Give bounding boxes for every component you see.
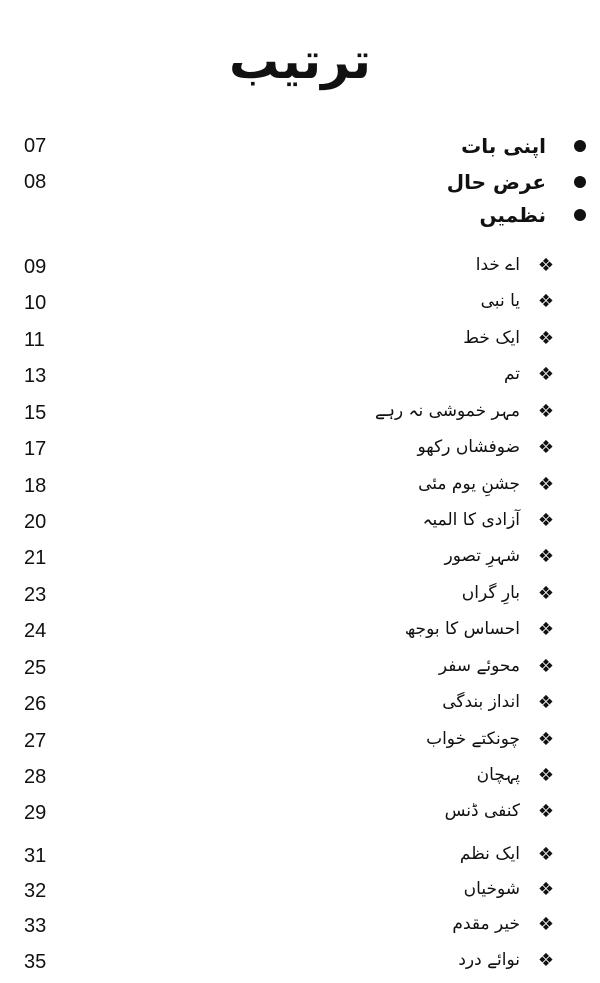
section-label: اپنی بات [461, 134, 546, 158]
poem-title: شوخیاں [463, 879, 520, 899]
poem-page-number: 35 [24, 951, 47, 973]
toc-poem-row [0, 543, 600, 579]
poem-page-number: 25 [24, 657, 47, 679]
poem-page-number: 27 [24, 730, 47, 752]
poem-page-number: 20 [24, 511, 47, 533]
section-label: عرض حال [446, 170, 546, 194]
toc-section-row [0, 131, 600, 167]
poem-title: جشنِ یوم مئی [418, 474, 520, 494]
poem-title: آزادی کا المیہ [422, 510, 520, 530]
poem-page-number: 18 [24, 475, 47, 497]
poem-title: یا نبی [480, 291, 520, 311]
four-diamond-icon: ❖ [537, 844, 554, 865]
poem-title: چونکتے خواب [426, 729, 520, 749]
poem-title: خیر مقدم [452, 914, 520, 934]
toc-poem-row [0, 434, 600, 470]
filled-circle-icon [574, 209, 586, 221]
four-diamond-icon: ❖ [537, 729, 554, 750]
four-diamond-icon: ❖ [537, 291, 554, 312]
four-diamond-icon: ❖ [537, 437, 554, 458]
four-diamond-icon: ❖ [537, 879, 554, 900]
poem-page-number: 15 [24, 402, 47, 424]
poem-title: ضوفشاں رکھو [417, 437, 520, 457]
toc-poem-row [0, 616, 600, 652]
section-label: نظمیں [479, 203, 546, 227]
four-diamond-icon: ❖ [537, 255, 554, 276]
poem-page-number: 11 [24, 329, 45, 351]
poem-page-number: 21 [24, 547, 47, 569]
toc-section-row [0, 200, 600, 236]
page-title: ترتیب [229, 32, 371, 90]
poem-page-number: 13 [24, 365, 47, 387]
poem-title: پہچان [476, 765, 520, 785]
poem-title: شہرِ تصور [444, 546, 520, 566]
four-diamond-icon: ❖ [537, 619, 554, 640]
four-diamond-icon: ❖ [537, 950, 554, 971]
toc-poem-row [0, 398, 600, 434]
toc-poem-row [0, 726, 600, 762]
poem-title: اے خدا [475, 255, 520, 275]
four-diamond-icon: ❖ [537, 583, 554, 604]
poem-title: تم [503, 364, 520, 384]
toc-poem-row [0, 762, 600, 798]
poem-page-number: 28 [24, 766, 47, 788]
section-page-number: 07 [24, 135, 47, 157]
poem-title: ایک خط [463, 328, 520, 348]
toc-poem-row [0, 911, 600, 947]
four-diamond-icon: ❖ [537, 914, 554, 935]
poem-title: ایک نظم [459, 844, 520, 864]
poem-title: نوائے درد [458, 950, 520, 970]
four-diamond-icon: ❖ [537, 656, 554, 677]
four-diamond-icon: ❖ [537, 801, 554, 822]
poem-page-number: 31 [24, 845, 47, 867]
filled-circle-icon [574, 176, 586, 188]
toc-poem-row [0, 653, 600, 689]
toc-poem-row [0, 947, 600, 983]
poem-title: مہر خموشی نہ رہے [374, 401, 520, 421]
four-diamond-icon: ❖ [537, 692, 554, 713]
toc-poem-row [0, 325, 600, 361]
poem-title: احساس کا بوجھ [404, 619, 520, 639]
poem-title: انداز بندگی [442, 692, 520, 712]
poem-title: محوئے سفر [438, 656, 520, 676]
poem-page-number: 26 [24, 693, 47, 715]
four-diamond-icon: ❖ [537, 546, 554, 567]
poem-page-number: 10 [24, 292, 47, 314]
poem-page-number: 32 [24, 880, 47, 902]
toc-poem-row [0, 689, 600, 725]
poem-page-number: 33 [24, 915, 47, 937]
toc-poem-row [0, 361, 600, 397]
toc-poem-row [0, 507, 600, 543]
four-diamond-icon: ❖ [537, 364, 554, 385]
toc-poem-row [0, 798, 600, 834]
poem-page-number: 23 [24, 584, 47, 606]
toc-poem-row [0, 471, 600, 507]
toc-poem-row [0, 288, 600, 324]
poem-title: بارِ گراں [461, 583, 520, 603]
poem-page-number: 24 [24, 620, 47, 642]
filled-circle-icon [574, 140, 586, 152]
toc-poem-row [0, 252, 600, 288]
poem-page-number: 09 [24, 256, 47, 278]
four-diamond-icon: ❖ [537, 765, 554, 786]
toc-poem-row [0, 580, 600, 616]
four-diamond-icon: ❖ [537, 474, 554, 495]
four-diamond-icon: ❖ [537, 401, 554, 422]
four-diamond-icon: ❖ [537, 510, 554, 531]
poem-page-number: 29 [24, 802, 47, 824]
section-page-number: 08 [24, 171, 47, 193]
poem-title: کنفی ڈنس [444, 801, 520, 821]
four-diamond-icon: ❖ [537, 328, 554, 349]
poem-page-number: 17 [24, 438, 47, 460]
